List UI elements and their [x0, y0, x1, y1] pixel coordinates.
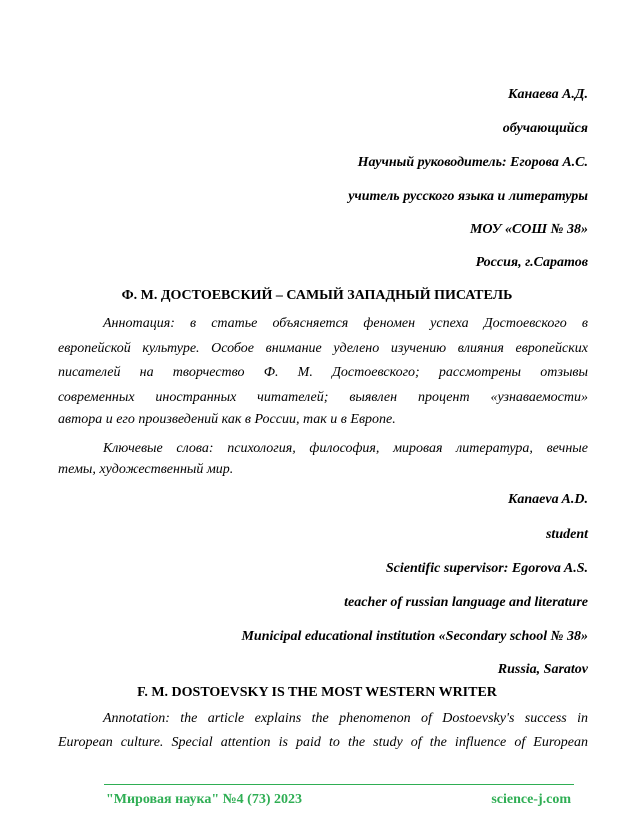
- ru-abstract-line: Аннотация: в статье объясняется феномен успеха Достоевского в: [103, 316, 588, 331]
- en-abstract: [58, 707, 588, 755]
- ru-school: МОУ «СОШ № 38»: [469, 222, 588, 237]
- ru-location: Россия, г.Саратов: [475, 255, 588, 270]
- en-supervisor-position: teacher of russian language and literature: [344, 595, 588, 610]
- en-status: student: [545, 527, 588, 542]
- ru-abstract-line: европейской культуре. Особое внимание уделено изучению влияния европейских: [58, 340, 588, 356]
- en-supervisor: Scientific supervisor: Egorova A.S.: [385, 561, 588, 576]
- en-school: Municipal educational institution «Secondary school № 38»: [241, 629, 588, 644]
- footer-journal: "Мировая наука" №4 (73) 2023: [106, 792, 302, 807]
- ru-abstract-line: автора и его произведений как в России, так и в Европе.: [58, 412, 396, 427]
- ru-abstract-line: писателей на творчество Ф. М. Достоевского; рассмотрены отзывы: [58, 365, 588, 380]
- en-location: Russia, Saratov: [497, 662, 588, 677]
- ru-abstract: [58, 312, 588, 430]
- en-title: F. M. DOSTOEVSKY IS THE MOST WESTERN WRITER: [137, 685, 497, 700]
- footer-divider: [104, 784, 574, 785]
- en-author: Kanaeva A.D.: [508, 492, 588, 507]
- ru-author: Канаева А.Д.: [507, 87, 588, 102]
- ru-keywords-line: Ключевые слова: психология, философия, мировая литература, вечные: [103, 441, 588, 456]
- ru-keywords: [58, 438, 588, 480]
- ru-status: обучающийся: [502, 121, 588, 136]
- ru-supervisor: Научный руководитель: Егорова А.С.: [357, 155, 588, 170]
- ru-title: Ф. М. ДОСТОЕВСКИЙ – САМЫЙ ЗАПАДНЫЙ ПИСАТЕЛЬ: [121, 288, 513, 303]
- ru-keywords-line: темы, художественный мир.: [58, 462, 234, 477]
- ru-abstract-line: современных иностранных читателей; выявлен процент «узнаваемости»: [58, 389, 588, 405]
- en-abstract-line: Annotation: the article explains the phenomenon of Dostoevsky's success in: [103, 711, 588, 726]
- footer-site-link[interactable]: science-j.com: [491, 792, 571, 807]
- en-abstract-line: European culture. Special attention is paid to the study of the influence of European: [58, 735, 588, 750]
- ru-supervisor-position: учитель русского языка и литературы: [348, 189, 588, 204]
